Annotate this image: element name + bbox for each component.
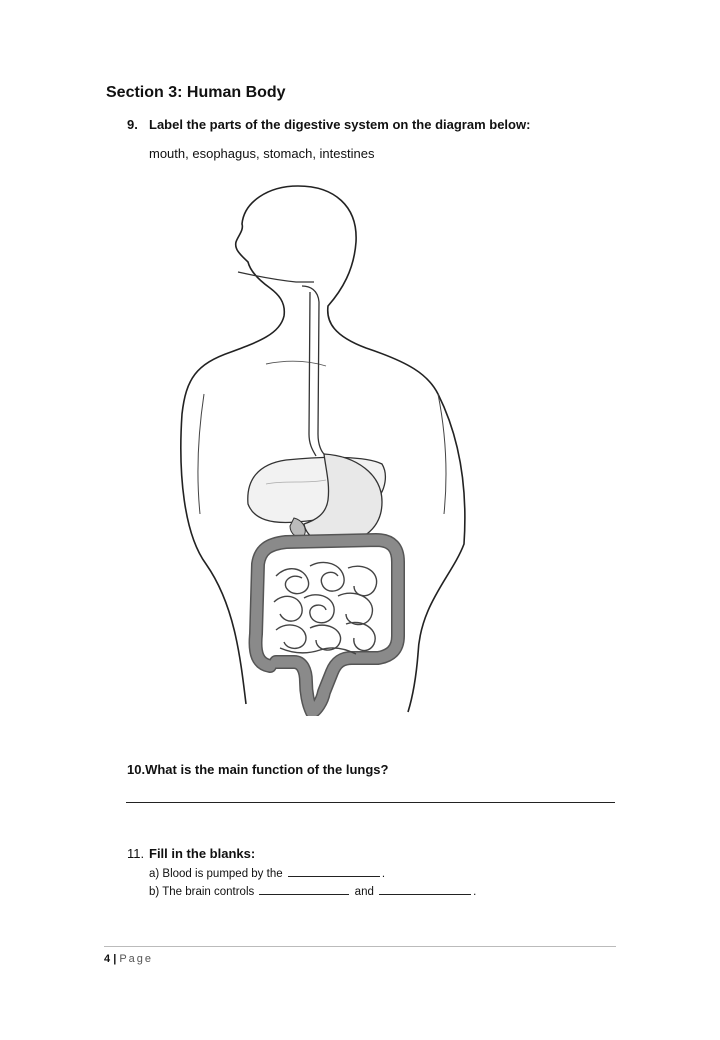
question-11-prompt: Fill in the blanks:: [149, 846, 256, 861]
question-11a-end: .: [381, 868, 386, 880]
section-title: Section 3: Human Body: [106, 84, 286, 101]
question-11b-text: b) The brain controls: [149, 886, 255, 898]
question-9-word-bank: mouth, esophagus, stomach, intestines: [149, 146, 375, 161]
page-number: 4: [104, 953, 111, 965]
page-word: Page: [119, 953, 154, 965]
small-intestine: [274, 562, 377, 654]
blank-11b-1[interactable]: [259, 883, 349, 895]
digestive-system-diagram: [176, 184, 476, 716]
body-outline: [181, 186, 465, 712]
question-11b-and: and: [354, 886, 374, 898]
question-11a-text: a) Blood is pumped by the: [149, 868, 283, 880]
question-11b-end: .: [473, 886, 477, 898]
footer-separator: |: [113, 953, 117, 965]
question-11: [127, 846, 255, 861]
esophagus: [302, 286, 324, 454]
question-11-number: 11.: [127, 846, 145, 861]
question-9-prompt: Label the parts of the digestive system on the diagram below:: [149, 117, 531, 132]
question-11a: [149, 865, 385, 880]
blank-11b-2[interactable]: [379, 883, 471, 895]
question-9-number: 9.: [127, 117, 138, 132]
page-footer: [104, 953, 153, 965]
question-10: 10.What is the main function of the lungs?: [127, 762, 389, 777]
answer-line[interactable]: [126, 802, 615, 803]
question-11b: [149, 883, 476, 898]
blank-11a[interactable]: [288, 865, 380, 877]
question-9: [127, 117, 530, 132]
footer-divider: [104, 946, 616, 947]
